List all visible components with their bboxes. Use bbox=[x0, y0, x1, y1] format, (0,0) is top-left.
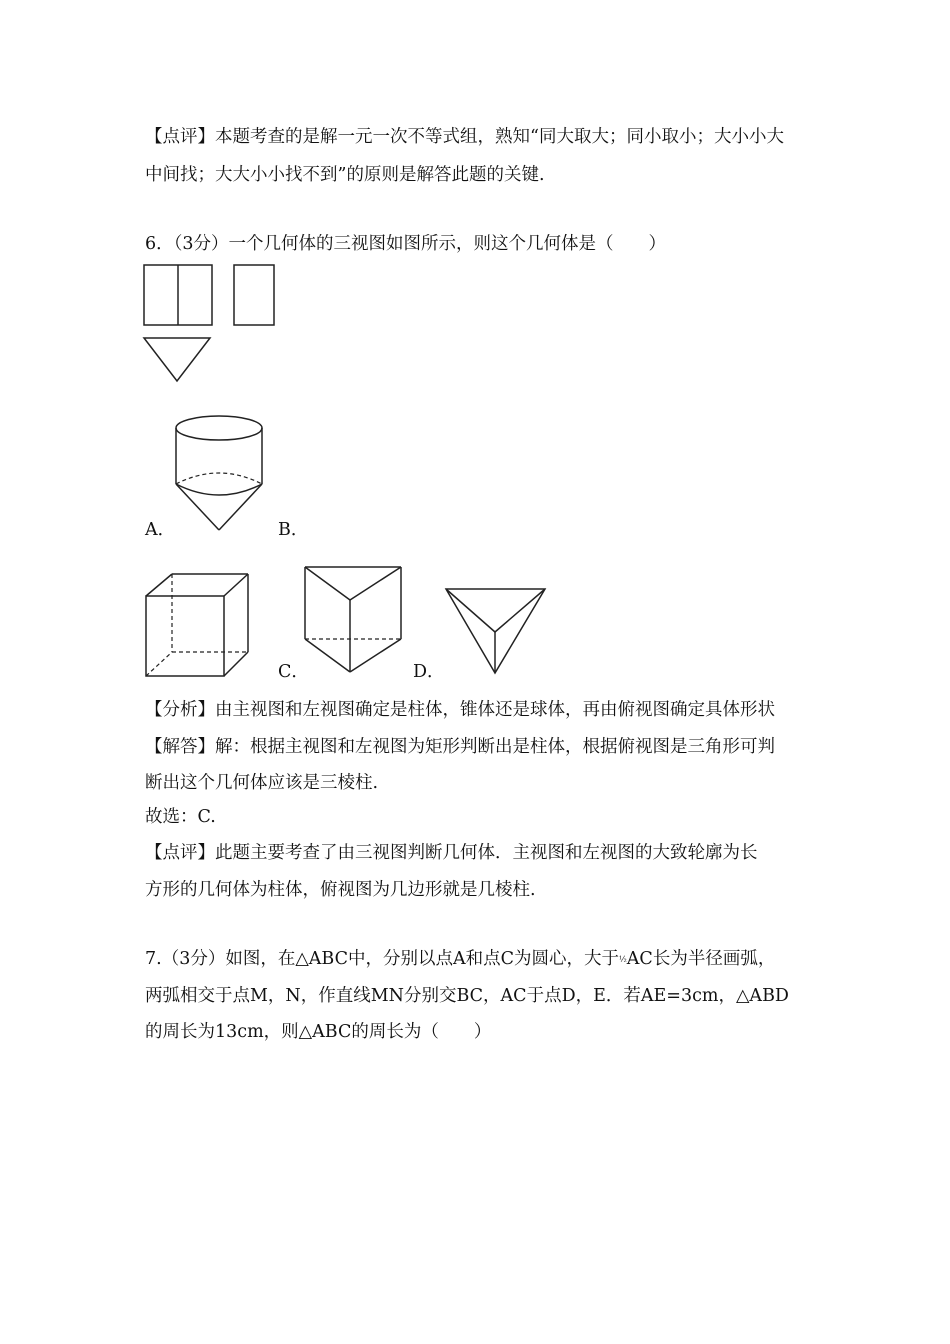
option-b-figure bbox=[142, 570, 252, 680]
top-view bbox=[144, 338, 210, 381]
q5-comment-line-1: 【点评】本题考查的是解一元一次不等式组，熟知“同大取大；同小取小；大小小大 bbox=[145, 127, 784, 147]
q6-stem: 6．（3分）一个几何体的三视图如图所示，则这个几何体是（ ） bbox=[145, 234, 667, 254]
option-a-label: A． bbox=[145, 520, 176, 540]
option-c-label: C． bbox=[278, 662, 309, 682]
q5-comment-line-2: 中间找；大大小小找不到”的原则是解答此题的关键. bbox=[145, 165, 545, 185]
q7-line-1-after: AC长为半径画弧， bbox=[626, 949, 776, 969]
q6-choice: 故选：C. bbox=[145, 807, 216, 827]
option-d-figure bbox=[442, 585, 550, 677]
q7-line-3: 的周长为13cm，则△ABC的周长为（ ） bbox=[145, 1022, 492, 1042]
q6-comment-line-1: 【点评】此题主要考查了由三视图判断几何体．主视图和左视图的大致轮廓为长 bbox=[145, 843, 758, 863]
option-a-figure bbox=[170, 412, 270, 534]
option-c-figure bbox=[300, 563, 406, 675]
q6-answer-line-2: 断出这个几何体应该是三棱柱. bbox=[145, 773, 379, 793]
q7-fraction: ½ bbox=[619, 955, 627, 964]
q6-analysis: 【分析】由主视图和左视图确定是柱体，锥体还是球体，再由俯视图确定具体形状 bbox=[145, 700, 775, 720]
three-view-figure bbox=[140, 262, 280, 387]
q6-comment-line-2: 方形的几何体为柱体，俯视图为几边形就是几棱柱. bbox=[145, 880, 536, 900]
side-view bbox=[234, 265, 274, 325]
option-b-label: B． bbox=[278, 520, 309, 540]
q7-line-1 bbox=[145, 948, 775, 971]
q6-answer-line-1: 【解答】解：根据主视图和左视图为矩形判断出是柱体，根据俯视图是三角形可判 bbox=[145, 737, 775, 757]
q7-line-1-before: 7.（3分）如图，在△ABC中，分别以点A和点C为圆心，大于 bbox=[145, 949, 620, 969]
q7-line-2: 两弧相交于点M，N，作直线MN分别交BC，AC于点D，E．若AE=3cm，△ABD bbox=[145, 986, 789, 1006]
option-d-label: D． bbox=[413, 662, 445, 682]
